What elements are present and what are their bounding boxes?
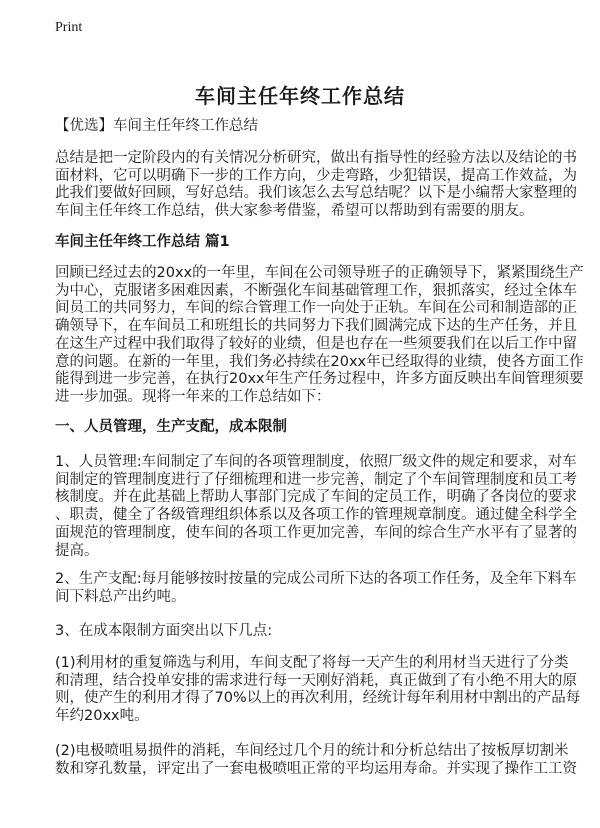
paragraph-cost-2 xyxy=(55,743,577,778)
text-line: 总结是把一定阶段内的有关情况分析研究，做出有指导性的经验方法以及结论的书 xyxy=(55,150,577,166)
text-line: 回顾已经过去的20xx的一年里，车间在公司领导班子的正确领导下，紧紧围绕生产 xyxy=(55,265,584,281)
text-line: 面材料，它可以明确下一步的工作方向，少走弯路，少犯错误，提高工作效益，为 xyxy=(55,167,577,184)
text-line: 间制定的管理制度进行了仔细梳理和进一步完善，制定了个车间管理制度和员工考 xyxy=(55,471,577,488)
text-line: 2、生产支配:每月能够按时按量的完成公司所下达的各项工作任务，及全年下料车 xyxy=(55,571,577,587)
paragraph-cost-1 xyxy=(55,655,580,726)
section-heading: 车间主任年终工作总结 篇1 xyxy=(55,234,230,250)
text-line: 能得到进一步完善，在执行20xx年生产任务过程中，许多方面反映出车间管理须要 xyxy=(55,371,584,388)
intro-paragraph xyxy=(55,150,577,221)
heading-one: 一、人员管理，生产支配，成本限制 xyxy=(55,419,287,435)
text-line: 、职责，健全了各级管理组织体系以及各项工作的管理规章制度。通过健全科学全 xyxy=(55,507,577,524)
text-line: 数和穿孔数量，评定出了一套电极喷咀正常的平均运用寿命。并实现了操作工工资 xyxy=(55,760,577,777)
text-line: 车间主任年终工作总结，供大家参考借鉴，希望可以帮助到有需要的朋友。 xyxy=(55,203,534,220)
text-line: 进一步加强。现将一年来的工作总结如下： xyxy=(55,388,331,405)
text-line: 和清理，结合投单安排的需求进行每一天刚好消耗，真正做到了有小绝不用大的原 xyxy=(55,672,577,689)
text-line: 面规范的管理制度，使车间的各项工作更加完善，车间的综合生产水平有了显著的 xyxy=(55,524,577,541)
text-line: (2)电极喷咀易损件的消耗，车间经过几个月的统计和分析总结出了按板厚切割米 xyxy=(55,743,569,759)
text-line: (1)利用材的重复筛选与利用，车间支配了将每一天产生的利用材当天进行了分类 xyxy=(55,655,569,671)
text-line: 在这生产过程中我们取得了较好的业绩，但是也存在一些须要我们在以后工作中留 xyxy=(55,335,577,352)
page-title: 车间主任年终工作总结 xyxy=(195,84,405,108)
paragraph-personnel xyxy=(55,454,577,560)
text-line: 提高。 xyxy=(55,542,99,559)
text-line: 此我们要做好回顾，写好总结。我们该怎么去写总结呢？以下是小编帮大家整理的 xyxy=(55,185,577,202)
text-line: 则，使产生的利用才得了70%以上的再次利用，经统计每年利用材中割出的产品每 xyxy=(55,690,581,707)
paragraph-production xyxy=(55,571,577,606)
text-line: 间员工的共同努力，车间的综合管理工作一向处于正轨。车间在公司和制造部的正 xyxy=(55,300,577,317)
text-line: 意的问题。在新的一年里，我们务必持续在20xx年已经取得的业绩，使各方面工作 xyxy=(55,353,584,370)
text-line: 3、在成本限制方面突出以下几点: xyxy=(55,623,273,639)
print-link[interactable]: Print xyxy=(55,20,83,35)
text-line: 间下料总产出约吨。 xyxy=(55,588,186,605)
review-paragraph xyxy=(55,265,584,407)
subtitle: 【优选】车间主任年终工作总结 xyxy=(55,118,258,134)
text-line: 为中心，克服诸多困难因素，不断强化车间基础管理工作，狠抓落实，经过全体车 xyxy=(55,282,577,299)
text-line: 年约20xx吨。 xyxy=(55,708,149,725)
text-line: 核制度。并在此基础上帮助人事部门完成了车间的定员工作，明确了各岗位的要求 xyxy=(55,489,577,506)
text-line: 确领导下，在车间员工和班组长的共同努力下我们圆满完成下达的生产任务，并且 xyxy=(55,318,577,335)
paragraph-cost xyxy=(55,623,272,641)
text-line: 1、人员管理:车间制定了车间的各项管理制度，依照厂级文件的规定和要求，对车 xyxy=(55,454,577,470)
